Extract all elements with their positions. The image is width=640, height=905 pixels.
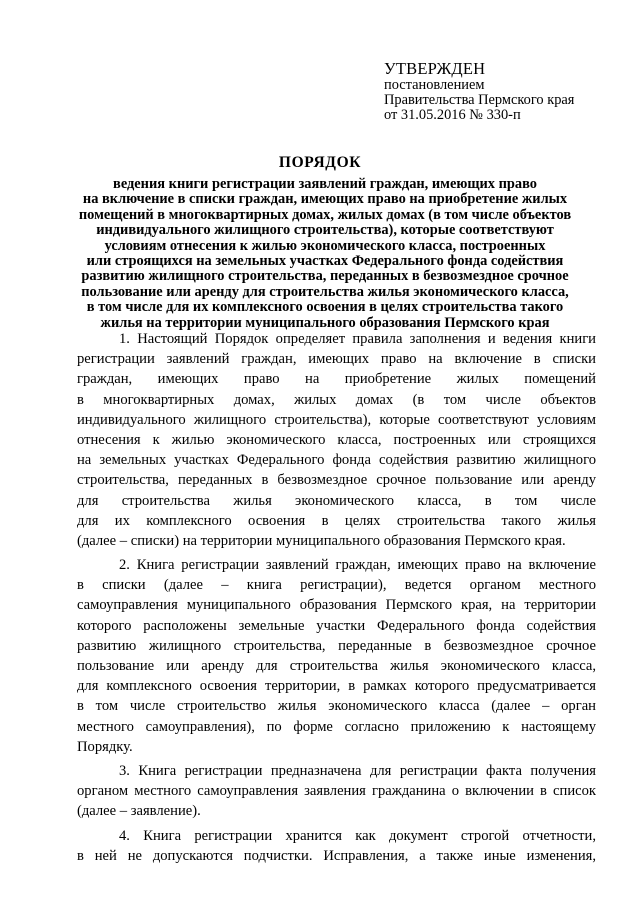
- document-body: [77, 329, 596, 866]
- paragraph-line: самоуправления муниципального образования Пермского края, на территории: [77, 597, 596, 614]
- paragraph-line: местного самоуправления), по форме согласно приложению к настоящему: [77, 718, 596, 735]
- paragraph-line: на земельных участках Федерального фонда содействия развитию жилищного: [77, 452, 596, 469]
- paragraph-line: 3. Книга регистрации предназначена для регистрации факта получения: [119, 762, 596, 779]
- document-title: ПОРЯДОК: [278, 154, 362, 171]
- subtitle-line: жилья на территории муниципального образования Пермского края: [100, 314, 550, 331]
- paragraph-line: которого расположены земельные участки Федерального фонда содействия: [77, 617, 596, 634]
- paragraph-line: (далее – списки) на территории муниципального образования Пермского края.: [77, 532, 566, 549]
- subtitle-line: условиям отнесения к жилью экономического класса, построенных: [104, 237, 546, 254]
- subtitle-line: помещений в многоквартирных домах, жилых домах (в том числе объектов: [78, 206, 572, 223]
- paragraph-line: индивидуального жилищного строительства), которые соответствуют условиям: [77, 411, 596, 428]
- paragraph-line: для их комплексного освоения в целях строительства такого жилья: [77, 512, 596, 529]
- subtitle-line: или строящихся на земельных участках Федерального фонда содействия: [86, 253, 564, 270]
- approval-line: от 31.05.2016 № 330-п: [384, 107, 521, 123]
- paragraph-line: пользование или аренду для строительства жилья экономического класса,: [77, 658, 596, 674]
- subtitle-line: ведения книги регистрации заявлений граждан, имеющих право: [113, 176, 537, 192]
- paragraph-line: развитию жилищного строительства, переданные в безвозмездное срочное: [77, 637, 596, 654]
- paragraph-line: Порядку.: [77, 738, 133, 755]
- paragraph-line: 4. Книга регистрации хранится как документ строгой отчетности,: [119, 827, 596, 844]
- approval-stamp: [384, 60, 624, 123]
- paragraph-line: для строительства жилья экономического класса, в том числе: [77, 492, 596, 509]
- paragraph-line: для комплексного освоения территории, в рамках которого предусматривается: [77, 678, 596, 695]
- paragraph-line: в многоквартирных домах, жилых домах (в том числе объектов: [77, 391, 596, 408]
- paragraph-line: 2. Книга регистрации заявлений граждан, имеющих право на включение: [119, 557, 596, 574]
- approval-line: постановлением: [384, 77, 485, 93]
- paragraph-line: (далее – заявление).: [77, 803, 201, 820]
- subtitle-line: пользование или аренду для строительства жилья экономического класса,: [81, 283, 569, 300]
- paragraph-line: регистрации заявлений граждан, имеющих право на включение в списки: [77, 351, 596, 368]
- document-subtitle: [70, 177, 580, 331]
- paragraph-4: [77, 826, 596, 866]
- paragraph-line: 1. Настоящий Порядок определяет правила заполнения и ведения книги: [119, 331, 596, 347]
- approval-line: Правительства Пермского края: [384, 92, 575, 108]
- subtitle-line: развитию жилищного строительства, переданных в безвозмездное срочное: [81, 268, 569, 285]
- subtitle-line: на включение в списки граждан, имеющих право на приобретение жилых: [82, 191, 568, 208]
- paragraph-line: в ней не допускаются подчистки. Исправления, а также иные изменения,: [77, 847, 596, 864]
- paragraph-3: [77, 761, 596, 822]
- paragraph-line: граждан, имеющих право на приобретение жилых помещений: [77, 371, 596, 388]
- paragraph-line: отнесения к жилью экономического класса, построенных или строящихся: [77, 431, 596, 448]
- paragraph-1: [77, 329, 596, 551]
- paragraph-line: в списки (далее – книга регистрации), ведется органом местного: [77, 577, 596, 594]
- approval-title: УТВЕРЖДЕН: [384, 59, 486, 78]
- subtitle-line: в том числе для их комплексного освоения в целях строительства такого: [86, 299, 564, 316]
- paragraph-2: [77, 555, 596, 757]
- paragraph-line: органом местного самоуправления заявления гражданина о включении в список: [77, 783, 596, 800]
- subtitle-line: индивидуального жилищного строительства), которые соответствуют: [96, 222, 554, 239]
- paragraph-line: в том числе строительство жилья экономического класса (далее – орган: [77, 698, 596, 715]
- paragraph-line: строительства, переданных в безвозмездное срочное пользование или аренду: [77, 472, 596, 489]
